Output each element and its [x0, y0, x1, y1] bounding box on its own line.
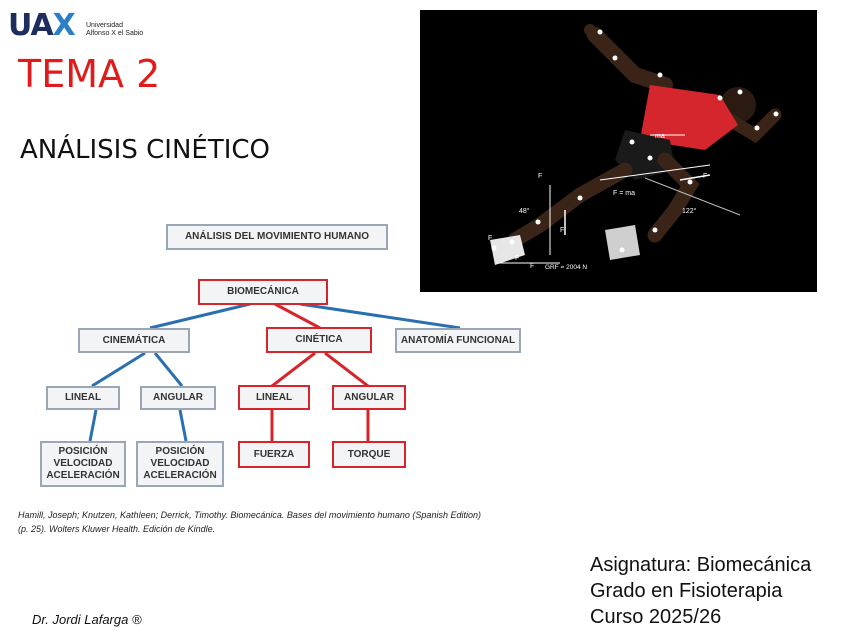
connector-lineal-leaf [90, 410, 96, 441]
connector-biomecanica-cinetica [275, 304, 320, 328]
node-lineal-cinematica-label: LINEAL [64, 392, 102, 403]
label-f1: F [538, 173, 543, 180]
node-angular-cinematica [140, 386, 216, 410]
label-fy: F [530, 263, 535, 270]
author-credit: Dr. Jordi Lafarga ® [32, 612, 142, 627]
node-lineal-cinematica [46, 386, 120, 410]
course-info [590, 552, 811, 630]
node-leaf-angular [136, 441, 224, 487]
node-biomecanica-label: BIOMECÁNICA [227, 286, 299, 297]
logo-x: X [52, 8, 75, 43]
movement-analysis-diagram [30, 216, 530, 496]
node-lineal-cinetica-label: LINEAL [255, 391, 293, 403]
connector-cinematica-angular [155, 353, 182, 386]
node-cinematica [78, 328, 190, 353]
connector-cinetica-lineal [272, 353, 315, 386]
node-lineal-cinetica [238, 385, 310, 410]
course-degree: Grado en Fisioterapia [590, 580, 783, 602]
node-anatomia-funcional [395, 328, 521, 353]
node-cinetica [266, 327, 372, 353]
connector-angular-leaf [180, 410, 186, 441]
node-leaf-lineal [40, 441, 126, 487]
node-cinematica-label: CINEMÁTICA [102, 334, 166, 346]
logo-subtitle [86, 22, 156, 38]
connector-cinematica-lineal [92, 353, 145, 386]
diagram-title-node [166, 224, 388, 250]
topic-title: TEMA 2 [18, 52, 161, 96]
uax-logo-mark [8, 10, 75, 42]
label-fx: F [515, 255, 520, 262]
connector-biomecanica-anatomia [300, 304, 460, 328]
node-anatomia-label: ANATOMÍA FUNCIONAL [400, 334, 516, 346]
logo-subtitle-line2: Alfonso X el Sabio [86, 30, 144, 37]
label-fn: F [560, 227, 565, 234]
node-torque [332, 441, 406, 468]
node-biomecanica [198, 279, 328, 305]
label-fr: F [703, 173, 708, 180]
node-torque-label: TORQUE [347, 448, 391, 460]
node-angular-cinematica-label: ANGULAR [153, 392, 203, 403]
logo-subtitle-line1: Universidad [86, 22, 123, 29]
node-cinetica-label: CINÉTICA [295, 334, 343, 345]
label-equation: F = ma [613, 190, 635, 197]
bibliographic-reference: Hamill, Joseph; Knutzen, Kathleen; Derrick, Timothy. Biomecánica. Bases del movimiento humano (Spanish Edition) (p. 25). Wolters Kluwer Health. Edición de Kindle. [18, 510, 481, 534]
diagram-title-label: ANÁLISIS DEL MOVIMIENTO HUMANO [184, 231, 370, 242]
label-angle2: 122° [682, 208, 697, 215]
node-fuerza [238, 441, 310, 468]
course-year: Curso 2025/26 [590, 606, 722, 628]
label-f2: F [488, 235, 493, 242]
connector-biomecanica-cinematica [150, 304, 250, 328]
slide-subtitle: ANÁLISIS CINÉTICO [20, 135, 270, 165]
label-grf: GRF = 2004 N [545, 264, 588, 271]
node-fuerza-label: FUERZA [253, 448, 295, 460]
label-angle1: 48° [519, 208, 530, 215]
label-ma: ma [655, 133, 665, 140]
node-angular-cinetica [332, 385, 406, 410]
node-leaf-angular-label: POSICIÓN VELOCIDAD ACELERACIÓN [143, 446, 217, 481]
logo-letters: UA [8, 8, 53, 43]
course-subject: Asignatura: Biomecánica [590, 554, 812, 576]
connector-cinetica-angular [325, 353, 368, 386]
node-leaf-lineal-label: POSICIÓN VELOCIDAD ACELERACIÓN [46, 446, 120, 481]
uax-logo [8, 10, 158, 44]
node-angular-cinetica-label: ANGULAR [344, 391, 394, 403]
